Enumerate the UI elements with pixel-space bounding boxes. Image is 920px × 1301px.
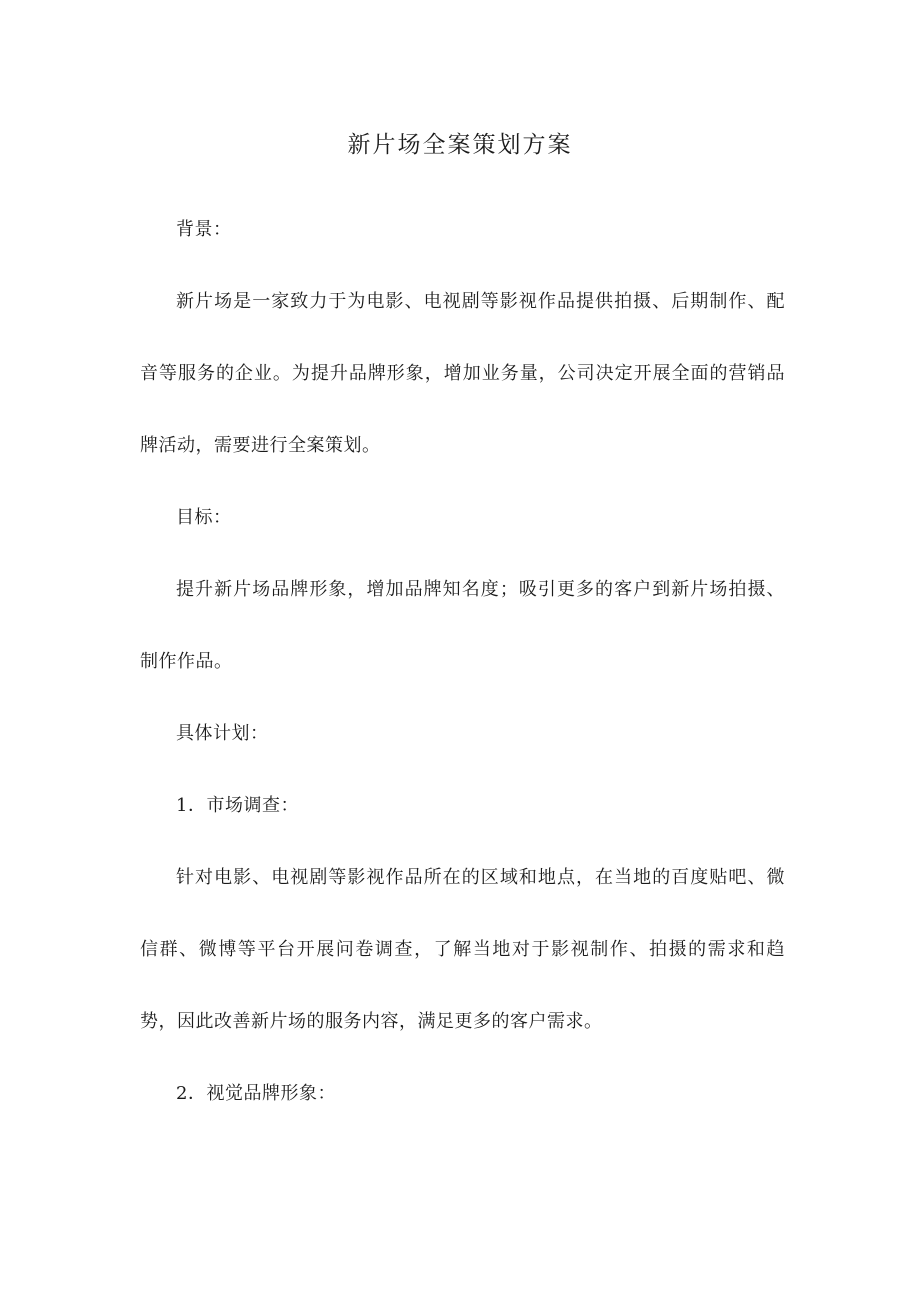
- plan-item-visual-brand-heading: 2．视觉品牌形象：: [176, 1083, 336, 1104]
- document-title: 新片场全案策划方案: [347, 132, 573, 158]
- goal-paragraph: 提升新片场品牌形象，增加品牌知名度；吸引更多的客户到新片场拍摄、制作作品。: [140, 579, 785, 672]
- section-heading-background: 背景：: [176, 219, 232, 240]
- section-heading-plan: 具体计划：: [176, 723, 269, 744]
- market-research-paragraph: 针对电影、电视剧等影视作品所在的区域和地点，在当地的百度贴吧、微信群、微博等平台开展问卷调查，了解当地对于影视制作、拍摄的需求和趋势，因此改善新片场的服务内容，满足更多的客户需求。: [140, 867, 785, 1032]
- plan-item-market-research-heading: 1．市场调查：: [176, 795, 299, 816]
- document-body: [140, 194, 785, 1130]
- background-paragraph: 新片场是一家致力于为电影、电视剧等影视作品提供拍摄、后期制作、配音等服务的企业。为提升品牌形象，增加业务量，公司决定开展全面的营销品牌活动，需要进行全案策划。: [140, 291, 785, 456]
- section-heading-goal: 目标：: [176, 507, 232, 528]
